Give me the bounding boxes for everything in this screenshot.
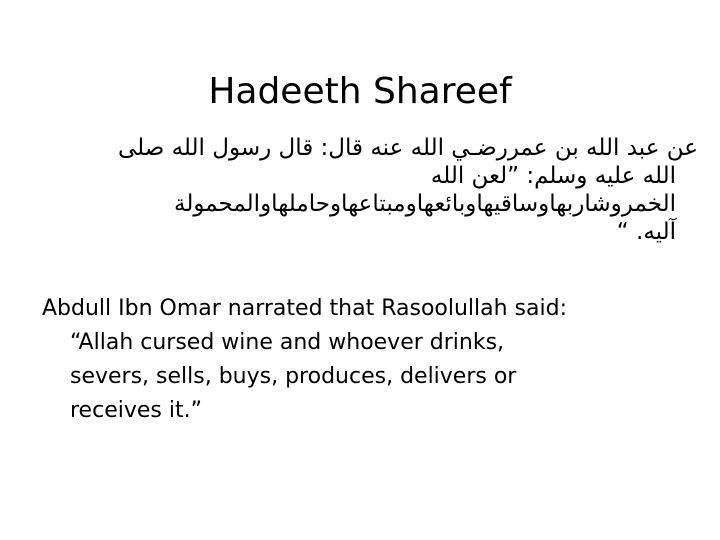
english-line: receives it.” xyxy=(70,398,202,423)
arabic-line: الخمروشاربهاوساقيهاوبائعهاومبتاعهاوحاملهاوالمحمولة xyxy=(174,191,676,217)
slide-title: Hadeeth Shareef xyxy=(208,71,512,113)
english-line: severs, sells, buys, produces, delivers or xyxy=(70,364,517,389)
english-translation xyxy=(42,292,702,428)
english-line: Abdull Ibn Omar narrated that Rasoolullah said: xyxy=(42,296,567,321)
arabic-line: الله عليه وسلم: ”لعن الله xyxy=(430,163,676,189)
english-line: “Allah cursed wine and whoever drinks, xyxy=(70,330,505,355)
arabic-line: آليه. “ xyxy=(616,219,676,245)
arabic-hadith-text xyxy=(38,134,698,246)
arabic-line: عن عبد الله بن عمررضـي الله عنه قال: قال رسول الله صلى xyxy=(117,135,698,161)
